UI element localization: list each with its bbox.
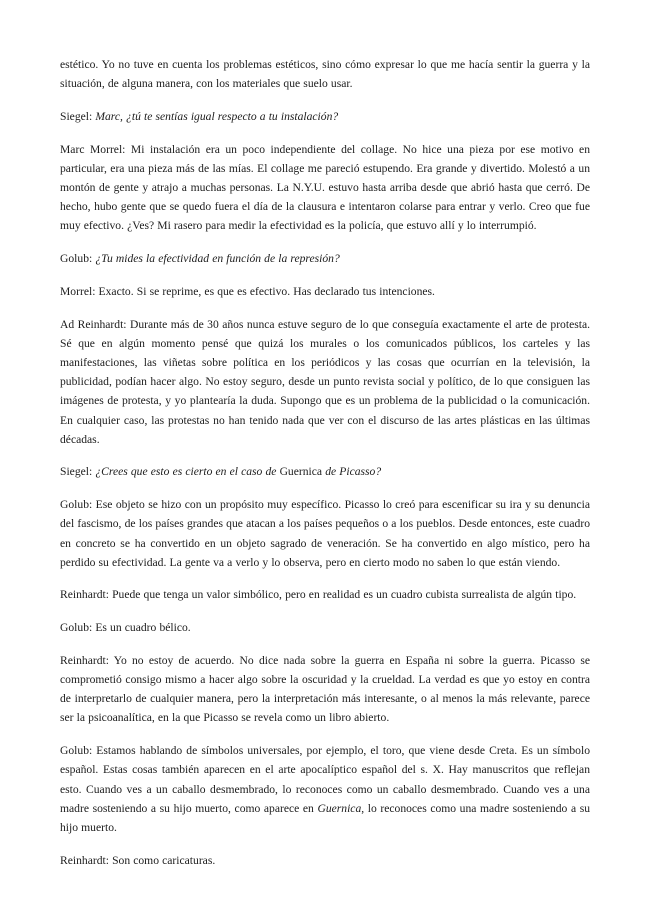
- paragraph: [60, 585, 590, 604]
- text-run: Golub: Ese objeto se hizo con un propósito muy específico. Picasso lo creó para escenificar su ira y su denuncia del fascismo, de los países grandes que atacan a los países pequeños o a los pueblos. Desde entonces, este cuadro en concreto se ha convertido en un objeto sagrado de veneración. Se ha convertido en algo místico, pero ha perdido su efectividad. La gente va a verlo y lo observa, pero en cierto modo no saben lo que están viendo.: [60, 498, 590, 569]
- paragraph: [60, 249, 590, 268]
- text-run: Siegel:: [60, 465, 96, 479]
- text-run: Golub: Es un cuadro bélico.: [60, 621, 191, 635]
- text-run: Reinhardt: Son como caricaturas.: [60, 853, 216, 867]
- paragraph: [60, 55, 590, 93]
- italic-text-run: ¿Crees que esto es cierto en el caso de: [95, 465, 280, 479]
- text-run: Golub:: [60, 252, 96, 266]
- text-run: Ad Reinhardt: Durante más de 30 años nunca estuve seguro de lo que conseguía exactamente el arte de protesta. Sé que en algún momento pensé que quizá los murales o los comunicados públicos, los carteles y las manifestaciones, las viñetas sobre política en los periódicos y las cosas que ocurrían en la televisión, la publicidad, podían hacer algo. No estoy seguro, desde un punto revista social y político, de lo que consiguen las imágenes de protesta, y yo plantearía la duda. Supongo que es un problema de la publicidad o la comunicación. En cualquier caso, las protestas no han tenido nada que ver con el discurso de las artes plásticas en las últimas décadas.: [60, 317, 590, 446]
- italic-text-run: ¿Tu mides la efectividad en función de la represión?: [95, 252, 340, 266]
- text-run: Morrel: Exacto. Si se reprime, es que es efectivo. Has declarado tus intenciones.: [60, 284, 435, 298]
- text-run: Siegel:: [60, 109, 96, 123]
- paragraph: [60, 315, 590, 449]
- text-run: , lo reconoces como una madre sosteniendo a su hijo muerto.: [60, 801, 590, 834]
- document-text-body: [60, 55, 590, 870]
- text-run: Golub: Estamos hablando de símbolos universales, por ejemplo, el toro, que viene desde Creta. Es un símbolo español. Estas cosas también aparecen en el arte apocalíptico español del s. X. Hay manuscritos que reflejan esto. Cuando ves a un caballo desmembrado, lo reconoces como un caballo desmembrado. Cuando ves a una madre sosteniendo a su hijo muerto, como aparece en: [60, 744, 590, 815]
- paragraph: [60, 495, 590, 572]
- text-run: Reinhardt: Yo no estoy de acuerdo. No dice nada sobre la guerra en España ni sobre la guerra. Picasso se comprometió consigo mismo a hacer algo sobre la oscuridad y la crueldad. La verdad es que yo estoy en contra de interpretarlo de cualquier manera, pero la interpretación más interesante, o al menos la más relevante, parece ser la psicoanalítica, en la que Picasso se revela como un libro abierto.: [60, 653, 590, 725]
- paragraph: [60, 140, 590, 236]
- paragraph: [60, 651, 590, 728]
- paragraph: [60, 107, 590, 126]
- text-run: estético. Yo no tuve en cuenta los problemas estéticos, sino cómo expresar lo que me hacía sentir la guerra y la situación, de alguna manera, con los materiales que suelo usar.: [60, 58, 590, 91]
- text-run: Marc Morrel: Mi instalación era un poco independiente del collage. No hice una pieza por ese motivo en particular, era una pieza más de las mías. El collage me pareció estupendo. Era grande y divertido. Molestó a un montón de gente y atrajo a muchas personas. La N.Y.U. estuvo hasta arriba desde que abrió hasta que cerró. De hecho, hubo gente que se quedo fuera el día de la clausura e intentaron colarse para entrar y verlo. Creo que fue muy efectivo. ¿Ves? Mi rasero para medir la efectividad es la policía, que estuvo allí y lo interrumpió.: [60, 142, 590, 233]
- paragraph: [60, 618, 590, 637]
- paragraph: [60, 741, 590, 837]
- italic-text-run: de Picasso?: [322, 465, 382, 479]
- paragraph: [60, 851, 590, 870]
- italic-text-run: Marc, ¿tú te sentías igual respecto a tu instalación?: [95, 109, 339, 123]
- paragraph: [60, 282, 590, 301]
- text-run: Guernica: [279, 465, 323, 479]
- text-run: Reinhardt: Puede que tenga un valor simbólico, pero en realidad es un cuadro cubista surrealista de algún tipo.: [60, 588, 577, 602]
- italic-text-run: Guernica: [317, 801, 362, 815]
- paragraph: [60, 462, 590, 481]
